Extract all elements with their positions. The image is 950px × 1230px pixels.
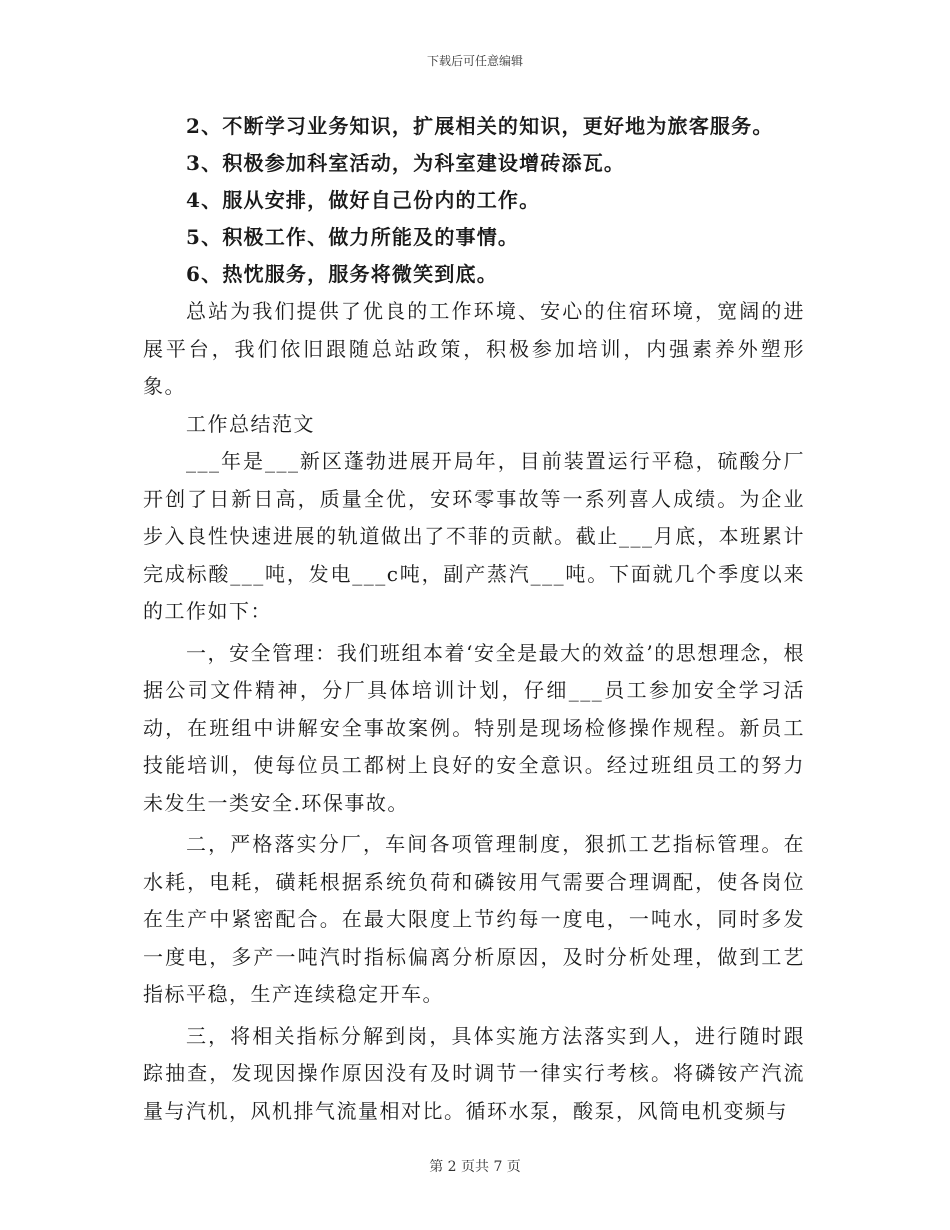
paragraph-indicators: 三，将相关指标分解到岗，具体实施方法落实到人，进行随时跟踪抽查，发现因操作原因没有及时调节一律实行考核。将磷铵产汽流量与汽机，风机排气流量相对比。循环水泵，酸泵，风筒电机变频与 bbox=[143, 1023, 805, 1123]
list-item: 3、积极参加科室活动，为科室建设增砖添瓦。 bbox=[186, 151, 626, 175]
paragraph-platform: 总站为我们提供了优良的工作环境、安心的住宿环境，宽阔的进展平台，我们依旧跟随总站政策，积极参加培训，内强素养外塑形象。 bbox=[143, 299, 805, 398]
paragraph-safety: 一，安全管理：我们班组本着‘安全是最大的效益’的思想理念，根据公司文件精神，分厂具体培训计划，仔细___员工参加安全学习活动，在班组中讲解安全事故案例。特别是现场检修操作规程。新员工技能培训，使每位员工都树上良好的安全意识。经过班组员工的努力未发生一类安全.环保事故。 bbox=[143, 640, 805, 815]
list-item: 4、服从安排，做好自己份内的工作。 bbox=[186, 188, 541, 212]
document-body bbox=[143, 108, 805, 1130]
paragraph-management: 二，严格落实分厂，车间各项管理制度，狠抓工艺指标管理。在水耗，电耗，磺耗根据系统负荷和磷铵用气需要合理调配，使各岗位在生产中紧密配合。在最大限度上节约每一度电，一吨水，同时多发一度电，多产一吨汽时指标偏离分析原因，及时分析处理，做到工艺指标平稳，生产连续稳定开车。 bbox=[143, 832, 805, 1006]
page-header-note: 下载后可任意编辑 bbox=[426, 54, 523, 68]
paragraph-intro: ___年是___新区蓬勃进展开局年，目前装置运行平稳，硫酸分厂开创了日新日高，质量全优，安环零事故等一系列喜人成绩。为企业步入良性快速进展的轨道做出了不菲的贡献。截止___月底，本班累计完成标酸___吨，发电___c吨，副产蒸汽___吨。下面就几个季度以来的工作如下： bbox=[143, 449, 805, 623]
section-title: 工作总结范文 bbox=[186, 411, 315, 436]
list-item: 6、热忱服务，服务将微笑到底。 bbox=[186, 262, 498, 286]
list-item: 5、积极工作、做力所能及的事情。 bbox=[186, 225, 520, 249]
page-number: 第 2 页共 7 页 bbox=[429, 1159, 521, 1175]
list-item: 2、不断学习业务知识，扩展相关的知识，更好地为旅客服务。 bbox=[186, 114, 774, 138]
